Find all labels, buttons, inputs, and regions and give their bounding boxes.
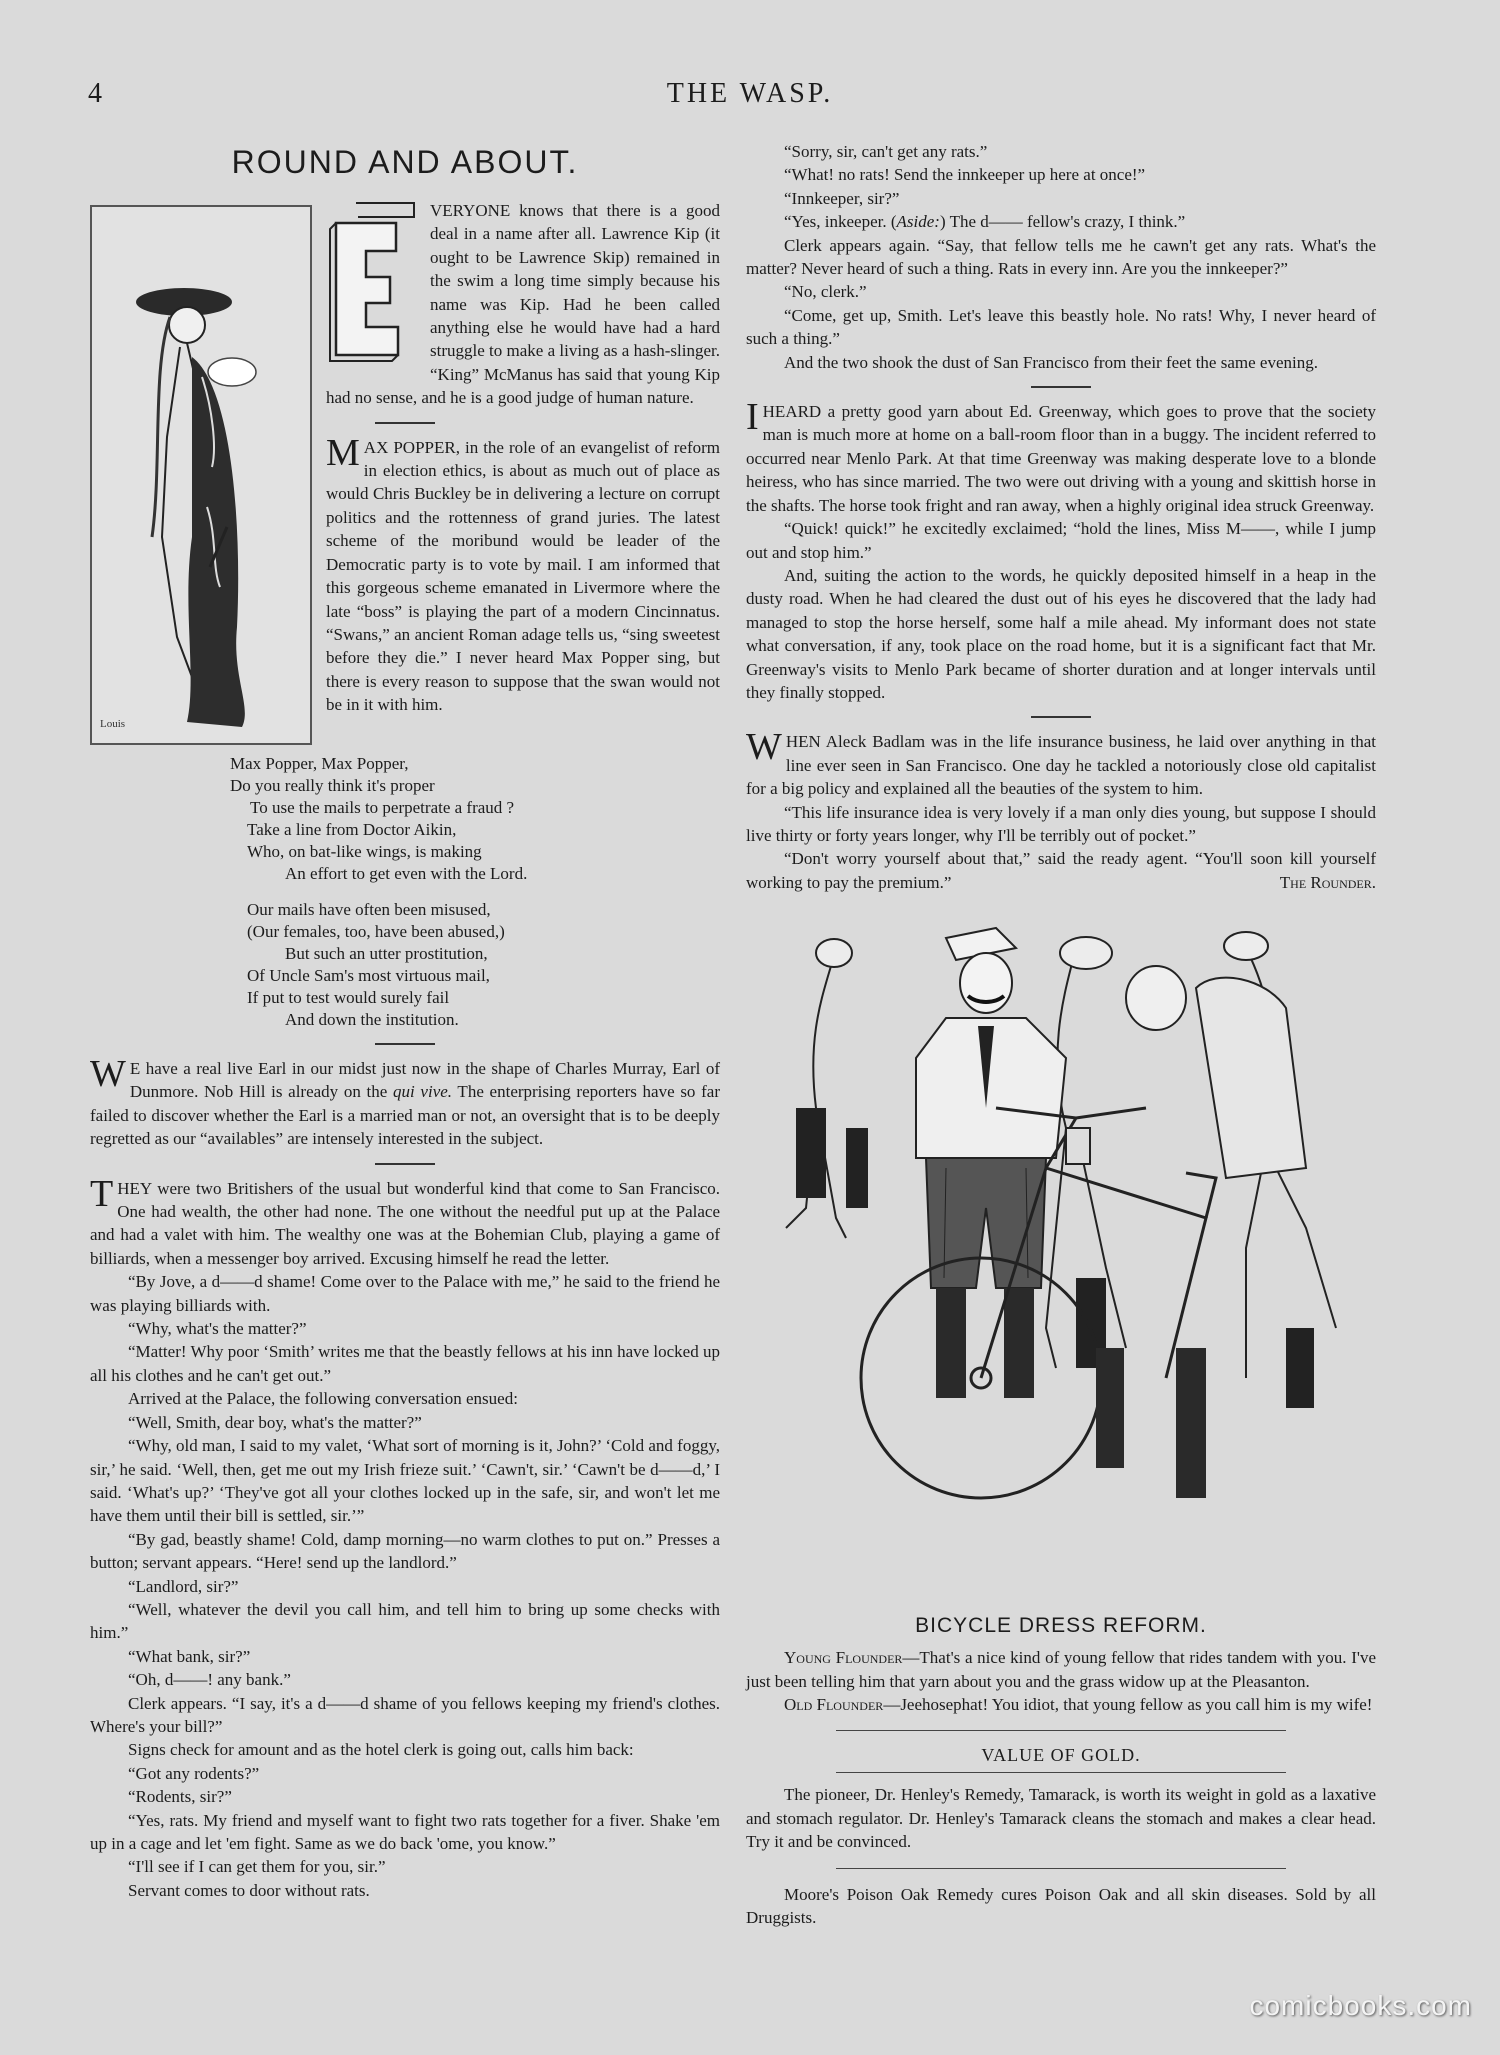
dialogue-line: Servant comes to door without rats. [128,1880,370,1900]
dialogue-line: “Sorry, sir, can't get any rats.” [784,142,988,161]
dialogue-line: “What bank, sir?” [128,1646,251,1666]
poem-line: If put to test would surely fail [247,988,450,1007]
article-earl [90,1053,720,1151]
dialogue-line: “Well, whatever the devil you call him, and tell him to bring up some checks with him.” [90,1599,720,1643]
dialogue-line: “Matter! Why poor ‘Smith’ writes me that the beastly fellows at his inn have locked up all his clothes and he can't get out.” [90,1342,720,1385]
drop-cap: M [326,431,360,474]
dialogue-line: “Got any rodents?” [128,1763,260,1783]
poem-line: Take a line from Doctor Aikin, [247,820,457,839]
cartoon-caption-2 [746,1693,1376,1716]
right-column [746,140,1376,1929]
cartoon-title: BICYCLE DRESS REFORM. [915,1614,1207,1638]
article-last-line: “Don't worry yourself about that,” said the ready agent. “You'll soon kill yourself working to pay the premium.” [746,849,1376,892]
aside-text: “Yes, inkeeper. ( [784,212,897,232]
ad-text-2: Moore's Poison Oak Remedy cures Poison Oak and all skin diseases. Sold by all Druggists. [746,1884,1376,1928]
woman-figure-icon [92,207,310,743]
dialogue-line: Signs check for amount and as the hotel clerk is going out, calls him back: [128,1740,634,1760]
dialogue-line: “Come, get up, Smith. Let's leave this beastly hole. No rats! Why, I never heard of such a thing.” [746,305,1376,349]
poem-line: Our mails have often been misused, [247,900,491,919]
article-paragraph: “Quick! quick!” he excitedly exclaimed; “hold the lines, Miss M——, while I jump out and stop him.” [746,519,1376,562]
article-paragraph: And, suiting the action to the words, he quickly deposited himself in a heap in the dusty road. When he had cleared the dust out of his eyes he discovered that the lady had managed to stop the horse herself, some half a mile ahead. My informant does not state what conversation, if any, took place on the road home, but it is a significant fact that Mr. Greenway's visits to Menlo Park became of shorter duration and at longer intervals until they finally stopped. [746,565,1376,702]
article-greenway-text: HEARD a pretty good yarn about Ed. Greenway, which goes to prove that the society man is much more at home on a ball-room floor than in a buggy. The incident referred to occurred near Menlo Park. At that time Greenway was making desperate love to a blonde heiress, who has since married. The two were out driving with a young and skittish horse in the shafts. The horse took fright and ran away, when a highly original idea struck Greenway. [746,402,1376,515]
article-greenway [746,396,1376,517]
page-number: 4 [88,78,102,109]
separator [375,1163,435,1165]
poem-line: Of Uncle Sam's most virtuous mail, [247,966,490,985]
dialogue-line: “Oh, d——! any bank.” [128,1670,291,1690]
dialogue-line: “Innkeeper, sir?” [784,188,900,208]
letter-e-icon [326,199,418,369]
article-paragraph [746,847,1376,894]
dialogue-line [746,210,1376,233]
rule [836,1730,1286,1731]
separator [1031,716,1091,718]
article-popper-text: AX POPPER, in the role of an evangelist of reform in election ethics, is about as much out of place as would Chris Buckley be in delivering a lecture on corrupt politics and the rottenness of grand juries. The latest scheme of the moribund would be leader of the Democratic party is to vote by mail. I am informed that this gorgeous scheme emanated in Livermore where the late “boss” is playing the part of a modern Cincinnatus. “Swans,” an ancient Roman adage tells us, “sing sweetest before they die.” I never heard Max Popper sing, but there is every reason to suppose that the swan would not be in it with him. [326,437,720,715]
poem-line: An effort to get even with the Lord. [285,864,528,883]
dialogue-line: “Well, Smith, dear boy, what's the matter?” [128,1412,422,1432]
decorative-initial [326,199,418,369]
dialogue-line: “I'll see if I can get them for you, sir.” [128,1857,386,1877]
dialogue-line: “By gad, beastly shame! Cold, damp morning—no warm clothes to put on.” Presses a button; servant appears. “Here! send up the landlord.” [90,1529,720,1573]
dialogue-line: “Rodents, sir?” [128,1787,232,1807]
ad-title: VALUE OF GOLD. [981,1745,1141,1766]
drop-cap: I [746,396,759,439]
woman-illustration [90,205,312,745]
ad-text: The pioneer, Dr. Henley's Remedy, Tamarack, is worth its weight in gold as a laxative and stomach regulator. Dr. Henley's Tamarack cleans the stomach and makes a clear head. Try it and be convinced. [746,1785,1376,1852]
dialogue-line: “Why, old man, I said to my valet, ‘What sort of morning is it, John?’ ‘Cold and foggy, sir,’ he said. ‘Well, then, get me out my Irish frieze suit.’ ‘Cawn't, sir.’ ‘Cawn't be d——d,’ I said. ‘What's up?’ ‘They've got all your clothes locked up in the safe, sir, and won't let me have them until their bill is settled, sir.’” [90,1436,720,1526]
dialogue-line: Arrived at the Palace, the following conversation ensued: [128,1389,518,1409]
poem-line: And down the institution. [285,1010,459,1029]
drop-cap: W [90,1053,126,1095]
separator [375,1043,435,1045]
poem-line: But such an utter prostitution, [285,944,488,963]
dialogue-line: “Yes, rats. My friend and myself want to fight two rats together for a fiver. Shake 'em up in a cage and let 'em fight. Same as we do back 'ome, you know.” [90,1810,720,1853]
aside-word: Aside: [896,212,940,232]
dialogue-line: “Why, what's the matter?” [128,1319,307,1339]
dialogue-line: Clerk appears again. “Say, that fellow tells me he cawn't get any rats. What's the matter? Never heard of such a thing. Rats in every inn. Are you the innkeeper?” [746,235,1376,279]
aside-text-2: ) The d—— fellow's crazy, I think.” [939,212,1186,232]
article-britishers [90,1172,720,1271]
drop-cap: T [90,1172,114,1215]
watermark: comicbooks.com [1249,1990,1472,2021]
speaker-name: Young Flounder [784,1648,903,1668]
dialogue-line: And the two shook the dust of San Francisco from their feet the same evening. [784,352,1318,372]
poem-line: Do you really think it's proper [230,776,435,795]
article-earl-text: E have a real live Earl in our midst just now in the shape of Charles Murray, Earl of Dunmore. Nob Hill is already on the [129,1059,720,1102]
svg-text:Louis: Louis [100,718,126,730]
poem-stanza-2 [90,899,720,1031]
dialogue-line: “No, clerk.” [784,282,867,302]
separator [375,422,435,424]
poem-line: Who, on bat-like wings, is making [247,842,482,861]
headline: ROUND AND ABOUT. [231,144,579,180]
article-earl-text-2: The enterprising reporters have so far failed to discover whether the Earl is a married man or not, an oversight that is to be deeply regretted as our “availables” are intensely interested in the subject. [90,1082,720,1149]
article-kip: VERYONE knows that there is a good deal in a name after all. Lawrence Kip (it ought to be Lawrence Skip) remained in the swim a long time simply because his name was Kip. Had he been called anything else he would have had a hard struggle to make a living as a hash-slinger. “King” McManus has said that young Kip had no sense, and he is a good judge of human nature. [326,201,720,408]
dialogue-paragraphs [90,1270,720,1902]
cartoon-caption-1 [746,1646,1376,1693]
drop-cap: W [746,726,782,769]
running-head: THE WASP. [666,78,834,109]
separator [1031,386,1091,388]
article-badlam [746,726,1376,800]
rule [836,1772,1286,1773]
signature: The Rounder. [1279,872,1376,892]
article-britishers-intro: HEY were two Britishers of the usual but wonderful kind that come to San Francisco. One had wealth, the other had none. The one without the needful put up at the Palace and had a valet with him. The wealthy one was at the Bohemian Club, playing a game of billiards, when a messenger boy arrived. Excusing himself he read the letter. [90,1178,720,1268]
dialogue-line: “By Jove, a d——d shame! Come over to the Palace with me,” he said to the friend he was playing billiards with. [90,1272,720,1315]
poem-stanza-1 [90,753,720,885]
bicycle-cartoon-icon [746,908,1376,1608]
speaker-text: —Jeehosephat! You idiot, that young fellow as you call him is my wife! [883,1695,1373,1714]
speaker-text: —That's a nice kind of young fellow that rides tandem with you. I've just been telling him that yarn about you and the grass widow up at the Pleasanton. [746,1648,1376,1691]
article-paragraph: “This life insurance idea is very lovely if a man only dies young, but suppose I should live thirty or forty years longer, why I'll be terribly out of pocket.” [746,802,1376,845]
dialogue-line: “What! no rats! Send the innkeeper up here at once!” [784,165,1146,185]
poem-line: (Our females, too, have been abused,) [247,922,505,941]
poem-line: To use the mails to perpetrate a fraud ? [250,798,515,817]
rule [836,1868,1286,1869]
article-earl-italic: qui vive. [393,1082,453,1102]
left-column [90,140,720,1902]
dialogue-line: Clerk appears. “I say, it's a d——d shame of you fellows keeping my friend's clothes. Where's your bill?” [90,1693,720,1736]
bicycle-cartoon-illustration [746,908,1376,1608]
dialogue-line: “Landlord, sir?” [128,1576,239,1596]
speaker-name: Old Flounder [784,1695,884,1714]
poem-line: Max Popper, Max Popper, [230,754,409,773]
article-badlam-text: HEN Aleck Badlam was in the life insurance business, he laid over anything in that line ever seen in San Francisco. One day he tackled a notoriously close old capitalist for a big policy and explained all the beauties of the system to him. [746,732,1376,799]
